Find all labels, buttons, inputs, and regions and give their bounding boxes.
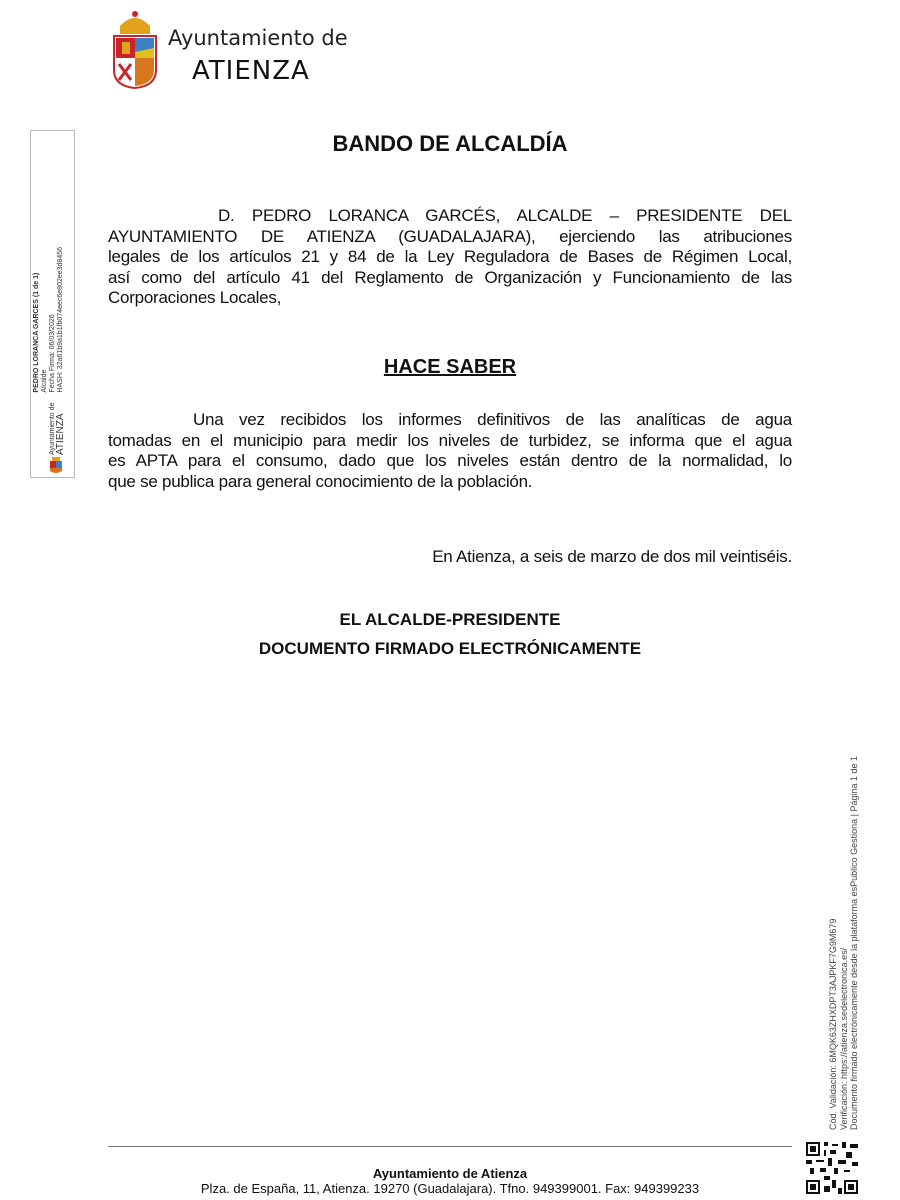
body-line: es APTA para el consumo, dado que los niveles están dentro de la normalidad, lo — [108, 451, 792, 470]
coat-of-arms-small-icon — [49, 457, 63, 475]
intro-line: Corporaciones Locales, — [108, 288, 282, 307]
intro-line: AYUNTAMIENTO DE ATIENZA (GUADALAJARA), ejerciendo las atribuciones — [108, 226, 792, 246]
stamp-org-line1: Ayuntamiento de — [49, 402, 56, 455]
stamp-position: Alcalde — [41, 369, 48, 393]
document-title: BANDO DE ALCALDÍA — [332, 131, 568, 156]
signature-note: DOCUMENTO FIRMADO ELECTRÓNICAMENTE — [258, 639, 642, 658]
footer-org: Ayuntamiento de Atienza — [372, 1166, 528, 1181]
body-line: tomadas en el municipio para medir los niveles de turbidez, se informa que el agua — [108, 430, 792, 450]
verification-url[interactable]: Verificación: https://atienza.sedelectronica.es/ — [838, 947, 849, 1130]
body-line: que se publica para general conocimiento de la población. — [108, 471, 533, 491]
intro-paragraph — [108, 206, 792, 309]
stamp-signer: PEDRO LORANCA GARCES (1 de 1) — [33, 272, 40, 393]
footer-divider — [108, 1146, 792, 1147]
signature-role: EL ALCALDE-PRESIDENTE — [339, 610, 561, 629]
footer-address: Plza. de España, 11, Atienza. 19270 (Guadalajara). Tfno. 949399001. Fax: 949399233 — [200, 1181, 700, 1196]
date-place: En Atienza, a seis de marzo de dos mil veintiséis. — [432, 547, 792, 566]
stamp-date: Fecha Firma: 06/03/2026 — [49, 314, 56, 393]
intro-line: legales de los artículos 21 y 84 de la Ley Reguladora de Bases de Régimen Local, — [108, 247, 792, 266]
qr-code-icon — [806, 1142, 858, 1194]
body-paragraph — [108, 410, 792, 492]
signature-stamp — [30, 130, 75, 478]
stamp-hash: HASH: 32a61b9a1b1fb074eec6e802ee3d8456 — [57, 247, 64, 393]
logo-line1: Ayuntamiento de — [168, 26, 348, 50]
intro-line: así como del artículo 41 del Reglamento de Organización y Funcionamiento de las — [108, 267, 792, 287]
intro-line: D. PEDRO LORANCA GARCÉS, ALCALDE – PRESIDENTE DEL — [218, 206, 792, 225]
verification-block — [828, 750, 860, 1130]
body-line: Una vez recibidos los informes definitivos de las analíticas de agua — [193, 410, 792, 429]
municipality-logo — [110, 8, 360, 92]
hace-saber-heading: HACE SABER — [383, 356, 517, 378]
coat-of-arms-icon — [110, 8, 160, 90]
logo-line2: ATIENZA — [192, 56, 310, 86]
validation-code: Cód. Validación: 6MQK63ZHXDPT3AJPKF7G9M679 — [828, 918, 838, 1130]
stamp-org-line2: ATIENZA — [55, 413, 66, 455]
verification-note: Documento firmado electrónicamente desde la plataforma esPublico Gestiona | Página 1 de 1 — [849, 755, 859, 1130]
